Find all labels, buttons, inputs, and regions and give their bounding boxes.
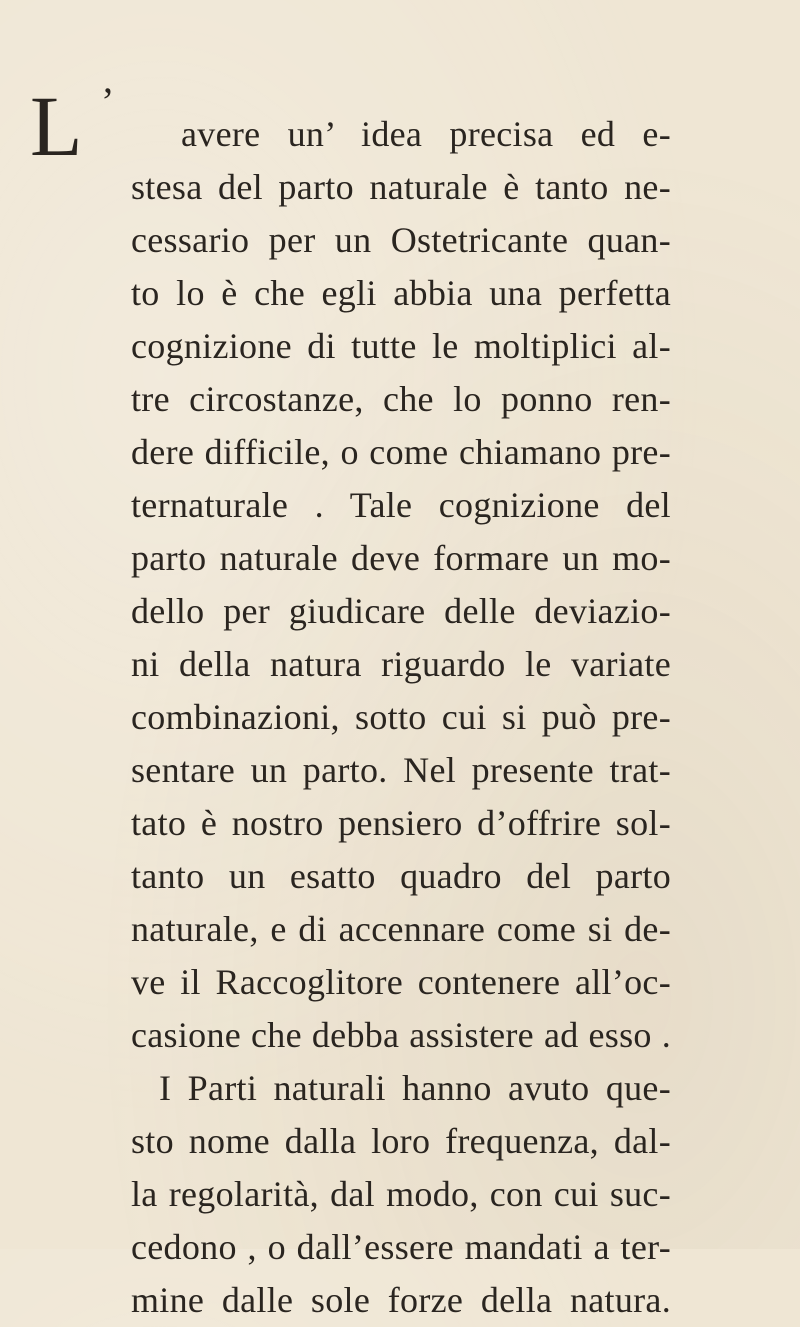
text-line: casione che debba assistere ad esso . [131, 1015, 671, 1055]
text-line: naturale, e di accennare come si de- [131, 909, 671, 949]
text-line: dere difficile, o come chiamano pre- [131, 432, 671, 472]
text-line: parto naturale deve formare un mo- [131, 538, 671, 578]
text-line: stesa del parto naturale è tanto ne- [131, 167, 671, 207]
text-line: ve il Raccoglitore contenere all’oc- [131, 962, 671, 1002]
body-text [131, 108, 671, 1327]
text-line: avere un’ idea precisa ed e- [181, 114, 671, 154]
text-line: la regolarità, dal modo, con cui suc- [131, 1174, 671, 1214]
drop-cap-apostrophe: ’ [101, 79, 115, 124]
text-line: combinazioni, sotto cui si può pre- [131, 697, 671, 737]
text-line: ni della natura riguardo le variate [131, 644, 671, 684]
text-line: sentare un parto. Nel presente trat- [131, 750, 671, 790]
text-line: tato è nostro pensiero d’offrire sol- [131, 803, 671, 843]
text-line: sto nome dalla loro frequenza, dal- [131, 1121, 671, 1161]
text-line: to lo è che egli abbia una perfetta [131, 273, 671, 313]
text-line: I Parti naturali hanno avuto que- [159, 1068, 671, 1108]
text-line: ternaturale . Tale cognizione del [131, 485, 671, 525]
text-line: cedono , o dall’essere mandati a ter- [131, 1227, 671, 1267]
text-line: dello per giudicare delle deviazio- [131, 591, 671, 631]
text-line: cessario per un Ostetricante quan- [131, 220, 671, 260]
text-line: mine dalle sole forze della natura. [131, 1280, 671, 1320]
drop-cap-letter: L [30, 78, 83, 174]
text-line: cognizione di tutte le moltiplici al- [131, 326, 671, 366]
text-line: tanto un esatto quadro del parto [131, 856, 671, 896]
text-line: tre circostanze, che lo ponno ren- [131, 379, 671, 419]
